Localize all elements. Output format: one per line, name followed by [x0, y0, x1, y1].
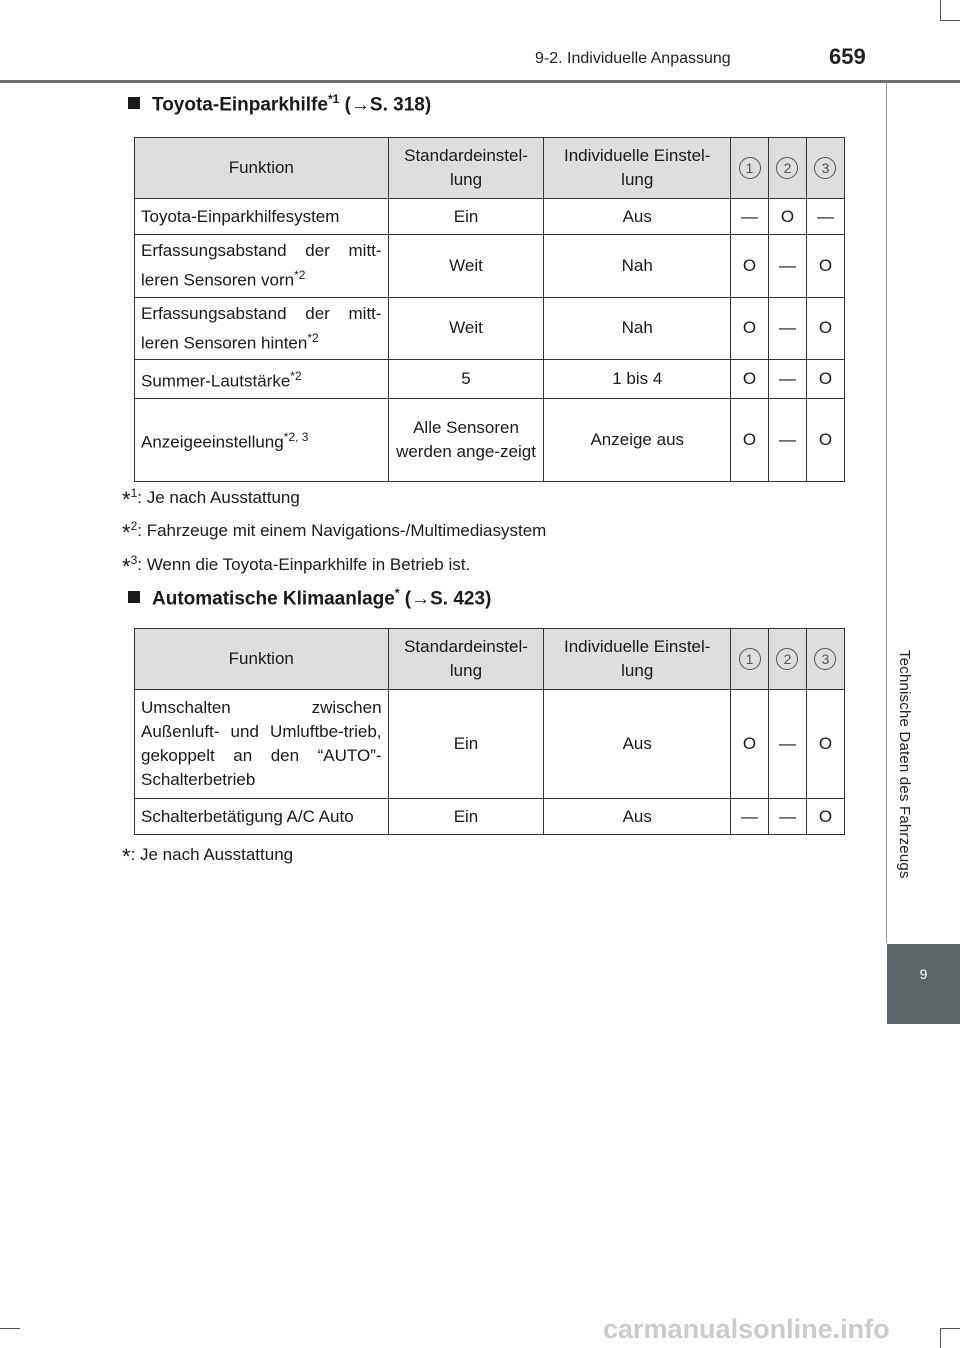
crop-mark	[940, 20, 960, 21]
table-row	[135, 199, 845, 235]
cell-function: Schalterbetätigung A/C Auto	[135, 799, 389, 835]
cell-c2: —	[769, 398, 807, 481]
cell-function	[135, 398, 389, 481]
table-row	[135, 297, 845, 360]
footnote-1: *$^1$: Je nach Ausstattung	[122, 486, 300, 512]
section-title: Automatische Klimaanlage	[152, 588, 395, 610]
cell-c2: —	[769, 235, 807, 298]
section-heading-einparkhilfe	[128, 92, 431, 116]
header-custom: Individuelle Einstel-lung	[544, 138, 731, 199]
title-footnote-marker: *1	[327, 92, 340, 106]
settings-table-einparkhilfe	[134, 137, 845, 482]
cell-c3: O	[806, 799, 844, 835]
cell-custom: Aus	[544, 690, 731, 799]
cell-custom: Aus	[544, 199, 731, 235]
cell-c1: O	[731, 690, 769, 799]
function-label: Anzeigeeinstellung	[141, 432, 284, 452]
footnote-2: *$^2$: Fahrzeuge mit einem Navigations-/Multimediasystem	[122, 519, 547, 545]
cell-c1: O	[731, 297, 769, 360]
table-row	[135, 235, 845, 298]
cell-custom: Nah	[544, 235, 731, 298]
footnote-marker: *2	[307, 330, 319, 345]
cell-default: Weit	[388, 297, 544, 360]
cell-c2: —	[769, 690, 807, 799]
header-function: Funktion	[135, 629, 389, 690]
footnote-marker: *2	[294, 268, 306, 282]
header-col-2	[769, 138, 807, 199]
footnote-marker: *2, 3	[283, 430, 309, 445]
function-label: Erfassungsabstand der mitt-leren Sensoren hinten	[141, 303, 382, 353]
circled-2-icon: 2	[776, 648, 798, 670]
function-label: Toyota-Einparkhilfesystem	[141, 206, 340, 226]
cell-function	[135, 360, 389, 399]
cell-c3: O	[806, 235, 844, 298]
circled-1-icon: 1	[739, 157, 761, 179]
cell-custom: Nah	[544, 297, 731, 360]
bullet-square-icon	[128, 97, 140, 109]
cell-function	[135, 297, 389, 360]
header-custom: Individuelle Einstel-lung	[544, 629, 731, 690]
page-reference-link[interactable]: (→S. 318)	[344, 94, 432, 116]
circled-3-icon: 3	[814, 648, 836, 670]
cell-c1: —	[731, 199, 769, 235]
bullet-square-icon	[128, 591, 140, 603]
cell-c1: O	[731, 398, 769, 481]
cell-default: Alle Sensoren werden ange-zeigt	[388, 398, 544, 481]
cell-default: Weit	[388, 235, 544, 298]
page-number: 659	[829, 44, 866, 69]
cell-custom: Anzeige aus	[544, 398, 731, 481]
table-header-row	[135, 138, 845, 199]
cell-function: Umschalten zwischen Außenluft- und Umluftbe-trieb, gekoppelt an den “AUTO”-Schalterbetrieb	[135, 690, 389, 799]
circled-3-icon: 3	[814, 157, 836, 179]
cell-c3: O	[806, 690, 844, 799]
cell-function	[135, 199, 389, 235]
cell-c1: O	[731, 235, 769, 298]
table-header-row	[135, 629, 845, 690]
table-row	[135, 360, 845, 399]
cell-c1: —	[731, 799, 769, 835]
cell-c3: —	[806, 199, 844, 235]
section-heading-klimaanlage	[128, 586, 491, 610]
cell-c2: —	[769, 360, 807, 399]
cell-c2: O	[769, 199, 807, 235]
cell-c3: O	[806, 398, 844, 481]
cell-custom: 1 bis 4	[544, 360, 731, 399]
header-default: Standardeinstel-lung	[388, 138, 544, 199]
side-divider	[886, 83, 887, 943]
cell-c3: O	[806, 297, 844, 360]
cell-custom: Aus	[544, 799, 731, 835]
cell-c3: O	[806, 360, 844, 399]
chapter-side-label: Technische Daten des Fahrzeugs	[896, 650, 913, 879]
function-label: Erfassungsabstand der mitt-leren Sensoren vorn	[141, 241, 382, 290]
cell-default: Ein	[388, 799, 544, 835]
table-row	[135, 799, 845, 835]
header-rule	[0, 80, 960, 83]
watermark: carmanualsonline.info	[603, 1314, 890, 1344]
cell-c1: O	[731, 360, 769, 399]
cell-function	[135, 235, 389, 298]
cell-c2: —	[769, 297, 807, 360]
settings-table-klimaanlage	[134, 628, 845, 835]
section-header: 9-2. Individuelle Anpassung	[535, 50, 731, 67]
cell-c2: —	[769, 799, 807, 835]
header-col-3	[806, 629, 844, 690]
header-col-1	[731, 138, 769, 199]
header-col-2	[769, 629, 807, 690]
crop-mark	[0, 1328, 20, 1329]
cell-default: Ein	[388, 690, 544, 799]
table-row	[135, 690, 845, 799]
crop-mark	[940, 1328, 941, 1348]
circled-1-icon: 1	[739, 648, 761, 670]
header-col-3	[806, 138, 844, 199]
crop-mark	[940, 0, 941, 20]
header-col-1	[731, 629, 769, 690]
crop-mark	[940, 1328, 960, 1329]
circled-2-icon: 2	[776, 157, 798, 179]
header-function: Funktion	[135, 138, 389, 199]
section-title: Toyota-Einparkhilfe	[152, 94, 328, 116]
footnote-marker: *2	[290, 369, 302, 384]
title-footnote-marker: *	[394, 586, 400, 600]
cell-default: Ein	[388, 199, 544, 235]
function-label: Summer-Lautstärke	[141, 371, 291, 391]
cell-default: 5	[388, 360, 544, 399]
footnote-klimaanlage: *: Je nach Ausstattung	[122, 844, 294, 869]
footnote-3: *$^3$: Wenn die Toyota-Einparkhilfe in Betrieb ist.	[122, 553, 471, 579]
table-row	[135, 398, 845, 481]
chapter-tab: 9	[887, 944, 960, 1024]
header-default: Standardeinstel-lung	[388, 629, 544, 690]
page-reference-link[interactable]: (→S. 423)	[404, 588, 492, 610]
